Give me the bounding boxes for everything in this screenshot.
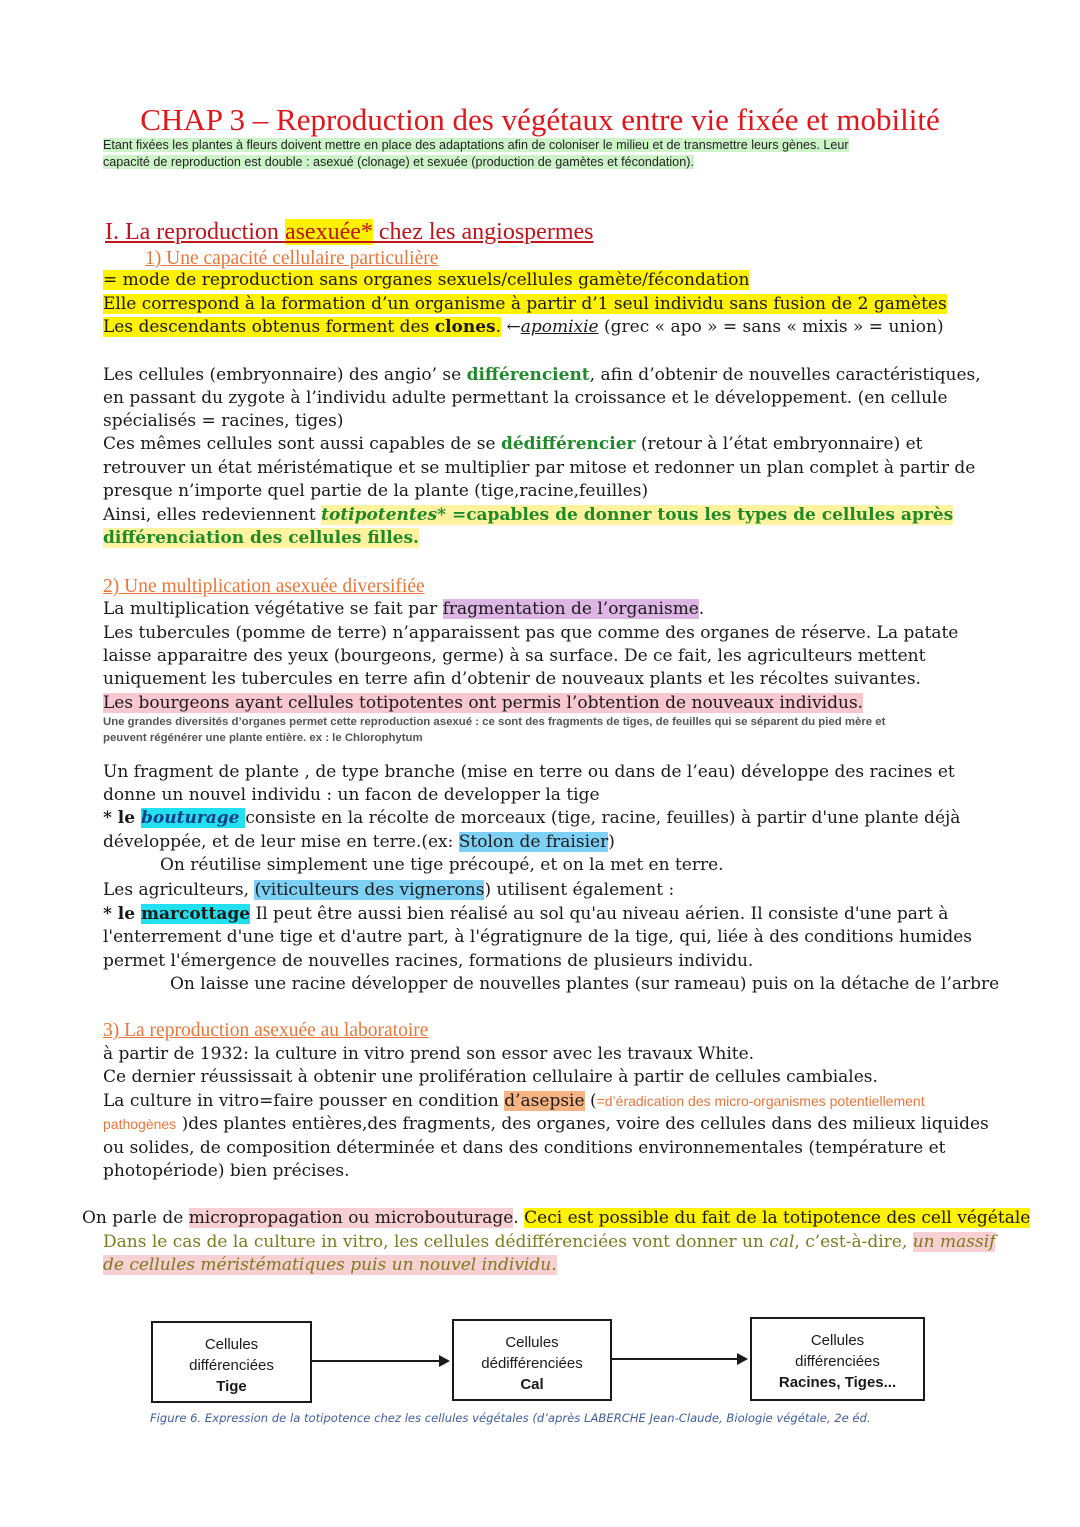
sub1-p8: retrouver un état méristématique et se multiplier par mitose et redonner un plan complet à partir de bbox=[103, 458, 976, 478]
box3-line2: différenciées bbox=[795, 1353, 880, 1370]
box1-line2: différenciées bbox=[189, 1357, 274, 1374]
sub3-p8-post: , c’est-à-dire, bbox=[794, 1232, 913, 1252]
sub2-p4: uniquement les tubercules en terre afin d’obtenir de nouveaux plants et les récoltes suivantes. bbox=[103, 669, 921, 689]
sub1-p10 bbox=[103, 504, 953, 527]
sub3-p8 bbox=[103, 1231, 995, 1254]
sub2-p11-pre: Les agriculteurs, bbox=[103, 880, 255, 900]
arrow-1-line bbox=[312, 1360, 440, 1362]
sub2-p10: On réutilise simplement une tige précoupé, et on la met en terre. bbox=[160, 855, 724, 875]
marcottage-term: marcottage bbox=[141, 904, 251, 924]
sub2-p7: donne un nouvel individu : un facon de developper la tige bbox=[103, 785, 600, 805]
box1-line1: Cellules bbox=[204, 1336, 259, 1353]
figure-box-racines-tiges bbox=[750, 1317, 925, 1401]
arrow-left-icon: ← bbox=[501, 317, 521, 337]
page-title: CHAP 3 – Reproduction des végétaux entre vie fixée et mobilité bbox=[140, 102, 940, 137]
arrow-right-icon bbox=[737, 1353, 748, 1365]
asepsie-definition: =d’éradication des micro-organismes potentiellement bbox=[596, 1093, 925, 1109]
dedifferencier-term: dédifférencier bbox=[500, 434, 636, 454]
figure-box-dedifferenciees-cal bbox=[452, 1319, 612, 1401]
sub2-small-1: Une grandes diversités d’organes permet cette reproduction asexué : ce sont des fragments de tiges, de feuilles qui se séparent du pied mère et bbox=[103, 716, 886, 728]
arrow-right-icon bbox=[439, 1355, 450, 1367]
sub2-p1 bbox=[103, 598, 704, 621]
sub1-p7-pre: Ces mêmes cellules sont aussi capables de se bbox=[103, 434, 501, 454]
sub2-p8 bbox=[103, 807, 960, 830]
sub2-p14: permet l'émergence de nouvelles racines, formations de plusieurs individu. bbox=[103, 951, 754, 971]
sub3-p7 bbox=[82, 1207, 1030, 1230]
sub2-p1-pre: La multiplication végétative se fait par bbox=[103, 599, 443, 619]
sub3-p7-mid: . bbox=[513, 1208, 525, 1228]
sub2-p15: On laisse une racine développer de nouvelles plantes (sur rameau) puis on la détache de l’arbre bbox=[170, 974, 1000, 994]
totipotence-highlight: Ceci est possible du fait de la totipotence des cell végétale bbox=[524, 1208, 1031, 1228]
sub2-p11-post: ) utilisent également : bbox=[484, 880, 675, 900]
sub2-p8-star: * le bbox=[103, 808, 142, 828]
sub1-p10-post: =capables de donner tous les types de cellules après bbox=[446, 505, 954, 525]
sub3-p8-pre: Dans le cas de la culture in vitro, les cellules dédifférenciées vont donner un bbox=[103, 1232, 770, 1252]
arrow-2-line bbox=[612, 1358, 738, 1360]
bouturage-term: bouturage bbox=[141, 808, 246, 828]
sub2-p12-post: Il peut être aussi bien réalisé au sol qu'au niveau aérien. Il consiste d'une part à bbox=[250, 904, 949, 924]
differencient-term: différencient bbox=[466, 365, 590, 385]
figure-caption: Figure 6. Expression de la totipotence chez les cellules végétales (d’après LABERCHE Jean-Claude, Biologie végétale, 2e éd. bbox=[150, 1411, 871, 1425]
sub1-p4 bbox=[103, 364, 981, 387]
sub2-p13: l'enterrement d'une tige et d'autre part, à l'égratignure de la tige, qui, liée à des conditions humides bbox=[103, 927, 973, 947]
fragmentation-highlight: fragmentation de l’organisme bbox=[442, 599, 699, 619]
clones-term: clones bbox=[434, 317, 496, 337]
box3-line3: Racines, Tiges... bbox=[778, 1374, 897, 1391]
sub3-p7-pre: On parle de bbox=[82, 1208, 189, 1228]
intro-line-2: capacité de reproduction est double : asexué (clonage) et sexuée (production de gamètes et fécondation). bbox=[103, 155, 694, 169]
viticulteurs-highlight: (viticulteurs des vignerons bbox=[254, 880, 485, 900]
sub1-p11-text: différenciation des cellules filles. bbox=[103, 528, 419, 548]
sub1-p3-post: (grec « apo » = sans « mixis » = union) bbox=[598, 317, 944, 337]
asepsie-highlight: d’asepsie bbox=[504, 1091, 585, 1111]
sub1-p1 bbox=[103, 269, 749, 292]
sub1-p1-text: = mode de reproduction sans organes sexuels/cellules gamète/fécondation bbox=[103, 270, 750, 290]
sub3-p3 bbox=[103, 1090, 925, 1113]
section-1-heading-post: chez les angiospermes bbox=[372, 219, 594, 245]
box3-line1: Cellules bbox=[810, 1332, 865, 1349]
sub1-p7-post: (retour à l’état embryonnaire) et bbox=[635, 434, 923, 454]
intro-line-1: Etant fixées les plantes à fleurs doivent mettre en place des adaptations afin de coloniser le milieu et de transmettre leurs gènes. Leur bbox=[103, 138, 849, 152]
sub3-p9 bbox=[103, 1254, 557, 1277]
box2-line2: dédifférenciées bbox=[481, 1355, 583, 1372]
sub2-p9-pre: développée, et de leur mise en terre.(ex: bbox=[103, 832, 459, 852]
sub1-p4-pre: Les cellules (embryonnaire) des angio’ se bbox=[103, 365, 467, 385]
box1-line3: Tige bbox=[216, 1378, 247, 1395]
apomixie-term: apomixie bbox=[520, 317, 599, 337]
sub1-p3-highlight bbox=[103, 317, 501, 337]
sub2-small-2: peuvent régénérer une plante entière. ex : le Chlorophytum bbox=[103, 732, 423, 744]
micropropagation-highlight: micropropagation ou microbouturage bbox=[188, 1208, 514, 1228]
sub3-p6: photopériode) bien précises. bbox=[103, 1161, 350, 1181]
section-1-heading-highlight: asexuée* bbox=[284, 219, 373, 245]
sub1-p10-highlight bbox=[321, 505, 953, 525]
sub2-p12 bbox=[103, 903, 948, 926]
meristematiques-highlight: de cellules méristématiques puis un nouvel individu. bbox=[103, 1255, 557, 1275]
sub2-p9-post: ) bbox=[608, 832, 615, 852]
sub2-p5 bbox=[103, 692, 863, 715]
sub1-p9: presque n’importe quel partie de la plante (tige,racine,feuilles) bbox=[103, 481, 649, 501]
sub3-p3-mid: ( bbox=[584, 1091, 597, 1111]
sub1-p2 bbox=[103, 293, 947, 316]
box2-line3: Cal bbox=[520, 1376, 544, 1393]
totipotentes-term: totipotentes* bbox=[321, 505, 447, 525]
cal-term: cal bbox=[769, 1232, 795, 1252]
sub1-p2-text: Elle correspond à la formation d’un organisme à partir d’1 seul individu sans fusion de 2 gamètes bbox=[103, 294, 947, 314]
sub1-p4-post: , afin d’obtenir de nouvelles caractéristiques, bbox=[589, 365, 981, 385]
sub2-p3: laisse apparaitre des yeux (bourgeons, germe) à sa surface. De ce fait, les agriculteurs mettent bbox=[103, 646, 926, 666]
subsection-3-heading: 3) La reproduction asexuée au laboratoire bbox=[103, 1020, 429, 1041]
sub2-p11 bbox=[103, 879, 674, 902]
massif-highlight: un massif bbox=[912, 1232, 996, 1252]
sub2-p1-post: . bbox=[698, 599, 705, 619]
sub2-p5-text: Les bourgeons ayant cellules totipotentes ont permis l’obtention de nouveaux individus. bbox=[103, 693, 864, 713]
sub3-p4 bbox=[103, 1113, 989, 1136]
sub1-p3 bbox=[103, 316, 944, 339]
section-1-heading-pre: I. La reproduction bbox=[105, 219, 285, 245]
sub2-p9 bbox=[103, 831, 615, 854]
sub3-p3-pre: La culture in vitro=faire pousser en condition bbox=[103, 1091, 505, 1111]
sub1-p7 bbox=[103, 433, 923, 456]
sub2-p8-post: consiste en la récolte de morceaux (tige, racine, feuilles) à partir d'une plante déjà bbox=[245, 808, 961, 828]
sub1-p10-pre: Ainsi, elles redeviennent bbox=[103, 505, 322, 525]
pathogenes-word: pathogènes bbox=[103, 1116, 177, 1132]
sub2-p2: Les tubercules (pomme de terre) n’apparaissent pas que comme des organes de réserve. La patate bbox=[103, 623, 959, 643]
sub1-p11 bbox=[103, 527, 419, 550]
section-1-heading bbox=[105, 218, 593, 246]
sub3-p4-post: )des plantes entières,des fragments, des organes, voire des cellules dans des milieux liquides bbox=[176, 1114, 989, 1134]
sub1-p5: en passant du zygote à l’individu adulte permettant la croissance et le développement. (en cellule bbox=[103, 388, 948, 408]
sub2-p6: Un fragment de plante , de type branche (mise en terre ou dans de l’eau) développe des racines et bbox=[103, 762, 955, 782]
sub3-p5: ou solides, de composition déterminée et dans des conditions environnementales (température et bbox=[103, 1138, 946, 1158]
sub2-p12-star: * le bbox=[103, 904, 142, 924]
sub1-p3-pre: Les descendants obtenus forment des bbox=[103, 317, 435, 337]
figure-box-differenciees-tige bbox=[151, 1321, 312, 1403]
subsection-1-heading: 1) Une capacité cellulaire particulière bbox=[145, 248, 439, 269]
stolon-highlight: Stolon de fraisier bbox=[458, 832, 609, 852]
intro-paragraph bbox=[103, 137, 963, 171]
box2-line1: Cellules bbox=[505, 1334, 559, 1351]
sub3-p1: à partir de 1932: la culture in vitro prend son essor avec les travaux White. bbox=[103, 1044, 755, 1064]
sub1-p3-dot: . bbox=[495, 317, 502, 337]
sub3-p2: Ce dernier réussissait à obtenir une prolifération cellulaire à partir de cellules cambiales. bbox=[103, 1067, 878, 1087]
sub1-p6: spécialisés = racines, tiges) bbox=[103, 411, 344, 431]
subsection-2-heading: 2) Une multiplication asexuée diversifiée bbox=[103, 576, 425, 597]
